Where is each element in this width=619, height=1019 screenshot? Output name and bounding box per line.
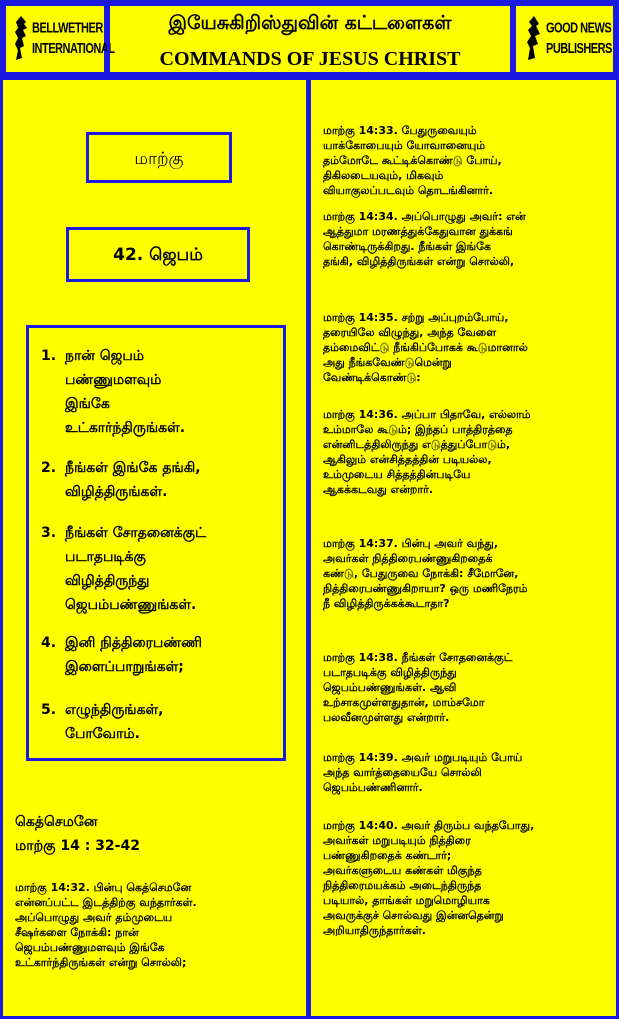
verse-line: உட்கார்ந்திருங்கள் என்று சொல்லி; (15, 956, 187, 969)
verse-line: மாற்கு 14:39. அவர் மறுபடியும் போய் (323, 751, 523, 764)
command-number: 5. (41, 702, 57, 718)
header-right-logo-panel (513, 3, 616, 75)
verse-14-37 (323, 536, 605, 611)
verse-14-35 (323, 310, 605, 385)
page-title-tamil: இயேசுகிறிஸ்துவின் கட்டளைகள் (168, 12, 452, 34)
section-title: 42. ஜெபம் (113, 245, 203, 265)
command-line: நீங்கள் இங்கே தங்கி, (65, 460, 201, 476)
verse-14-36 (323, 407, 605, 497)
command-text (65, 521, 277, 617)
verse-line: நித்திரைமயக்கம் அடைந்திருந்த (323, 879, 482, 892)
verse-line: மாற்கு 14:32. பின்பு கெத்செமனே (15, 881, 192, 894)
verse-line: கண்டு, பேதுருவை நோக்கி: சீமோனே, (323, 567, 519, 580)
command-line: பண்ணுமளவும் (65, 372, 162, 388)
verse-line: அவருக்குச் சொல்வது இன்னதென்று (323, 909, 504, 922)
command-line: நான் ஜெபம் (65, 348, 145, 364)
verse-line: ஆத்துமா மரணத்துக்கேதுவான துக்கங் (323, 225, 513, 238)
good-news-logo-text (546, 18, 612, 60)
header-left-logo-panel (3, 3, 115, 75)
verse-line: நித்திரைபண்ணுகிறாயா? ஒரு மணிநேரம் (323, 582, 528, 595)
command-text (65, 344, 277, 440)
verse-line: யாக்கோபையும் யோவானையும் (323, 139, 486, 152)
verse-line: என்னிடத்திலிருந்து எடுத்துப்போடும், (323, 438, 511, 451)
command-line: ஜெபம்பண்ணுங்கள். (65, 597, 197, 613)
verse-line: உம்முடைய சித்தத்தின்படியே (323, 468, 471, 481)
command-line: இளைப்பாறுங்கள்; (65, 659, 184, 675)
column-divider (306, 75, 311, 1016)
command-line: உட்கார்ந்திருங்கள். (65, 420, 186, 436)
command-text (65, 456, 277, 504)
command-text (65, 698, 277, 746)
verse-line: சீஷர்களை நோக்கி: நான் (15, 926, 139, 939)
verse-line: ஆகிலும் என்சித்தத்தின் படியல்ல, (323, 453, 492, 466)
verse-14-38 (323, 650, 605, 725)
verse-line: அப்பொழுது அவர் தம்முடைய (15, 911, 173, 924)
verse-14-33 (323, 123, 605, 198)
verse-line: அவர்களுடைய கண்கள் மிகுந்த (323, 864, 482, 877)
book-label: மாற்கு (134, 149, 184, 169)
command-line: விழித்திருந்து (65, 573, 150, 589)
command-line: விழித்திருங்கள். (65, 484, 168, 500)
command-line: இங்கே (65, 396, 110, 412)
verse-line: மாற்கு 14:35. சற்று அப்புறம்போய், (323, 311, 509, 324)
verse-line: மாற்கு 14:38. நீங்கள் சோதனைக்குட் (323, 651, 513, 664)
command-line: இனி நித்திரைபண்ணி (65, 635, 202, 651)
command-line: படாதபடிக்கு (65, 549, 146, 565)
verse-line: அது நீங்கவேண்டுமென்று (323, 356, 452, 369)
command-number: 3. (41, 525, 57, 541)
good-news-logo-icon (524, 14, 542, 62)
verse-line: கொண்டிருக்கிறது. நீங்கள் இங்கே (323, 240, 492, 253)
bellwether-logo-line2: INTERNATIONAL (32, 41, 115, 57)
command-text (65, 631, 277, 679)
verse-line: படாதபடிக்கு விழித்திருந்து (323, 666, 457, 679)
verse-line: தங்கி, விழித்திருங்கள் என்று சொல்லி, (323, 255, 515, 268)
command-line: நீங்கள் சோதனைக்குட் (65, 525, 207, 541)
verse-line: வேண்டிக்கொண்டு: (323, 371, 421, 384)
command-line: எழுந்திருங்கள், (65, 702, 164, 718)
verse-line: பண்ணுகிறதைக் கண்டார்; (323, 849, 452, 862)
verse-line: பலவீனமுள்ளது என்றார். (323, 711, 450, 724)
command-number: 1. (41, 348, 57, 364)
page-title-english: COMMANDS OF JESUS CHRIST (159, 48, 461, 70)
good-news-logo-line1: GOOD NEWS (546, 20, 612, 37)
verse-line: தம்மோடே கூட்டிக்கொண்டு போய், (323, 154, 502, 167)
verse-14-39 (323, 750, 605, 795)
verse-14-32 (15, 880, 291, 970)
header-title-panel (107, 3, 513, 75)
reference-place: கெத்செமனே (15, 814, 98, 830)
verse-line: ஜெபம்பண்ணினார். (323, 781, 423, 794)
command-number: 4. (41, 635, 57, 651)
verse-line: திகிலடையவும், மிகவும் (323, 169, 444, 182)
bellwether-logo-line1: BELLWETHER (32, 20, 103, 37)
verse-line: தரையிலே விழுந்து, அந்த வேளை (323, 326, 497, 339)
verse-line: தம்மைவிட்டு நீங்கிப்போகக் கூடுமானால் (323, 341, 528, 354)
verse-line: மாற்கு 14:33. பேதுருவையும் (323, 124, 477, 137)
command-line: போவோம். (65, 726, 140, 742)
verse-line: வியாகுலப்படவும் தொடங்கினார். (323, 184, 494, 197)
verse-line: ஜெபம்பண்ணுங்கள். ஆவி (323, 681, 457, 694)
book-label-box (86, 132, 232, 183)
verse-line: ஜெபம்பண்ணுமளவும் இங்கே (15, 941, 165, 954)
verse-line: நீ விழித்திருக்கக்கூடாதா? (323, 597, 450, 610)
verse-line: படியால், தாங்கள் மறுமொழியாக (323, 894, 490, 907)
verse-line: மாற்கு 14:37. பின்பு அவர் வந்து, (323, 537, 498, 550)
verse-line: அவர்கள் நித்திரைபண்ணுகிறதைக் (323, 552, 493, 565)
commands-list-box (26, 325, 286, 761)
scripture-reference (15, 810, 140, 858)
verse-line: மாற்கு 14:36. அப்பா பிதாவே, எல்லாம் (323, 408, 531, 421)
good-news-logo-line2: PUBLISHERS (546, 41, 612, 57)
verse-line: மாற்கு 14:34. அப்பொழுது அவர்: என் (323, 210, 526, 223)
bellwether-logo-text (32, 18, 115, 60)
command-number: 2. (41, 460, 57, 476)
verse-14-34 (323, 209, 605, 269)
verse-line: உம்மாலே கூடும்; இந்தப் பாத்திரத்தை (323, 423, 513, 436)
verse-line: ஆகக்கடவது என்றார். (323, 483, 434, 496)
verse-line: என்னப்பட்ட இடத்திற்கு வந்தார்கள். (15, 896, 197, 909)
reference-passage: மாற்கு 14 : 32-42 (15, 838, 140, 854)
verse-14-40 (323, 818, 605, 938)
verse-line: உற்சாகமுள்ளதுதான், மாம்சமோ (323, 696, 485, 709)
verse-line: அறியாதிருந்தார்கள். (323, 924, 426, 937)
verse-line: அந்த வார்த்தையையே சொல்லி (323, 766, 482, 779)
verse-line: மாற்கு 14:40. அவர் திரும்ப வந்தபோது, (323, 819, 535, 832)
verse-line: அவர்கள் மறுபடியும் நித்திரை (323, 834, 471, 847)
section-title-box (66, 227, 250, 282)
bellwether-ram-logo-icon (12, 14, 30, 62)
